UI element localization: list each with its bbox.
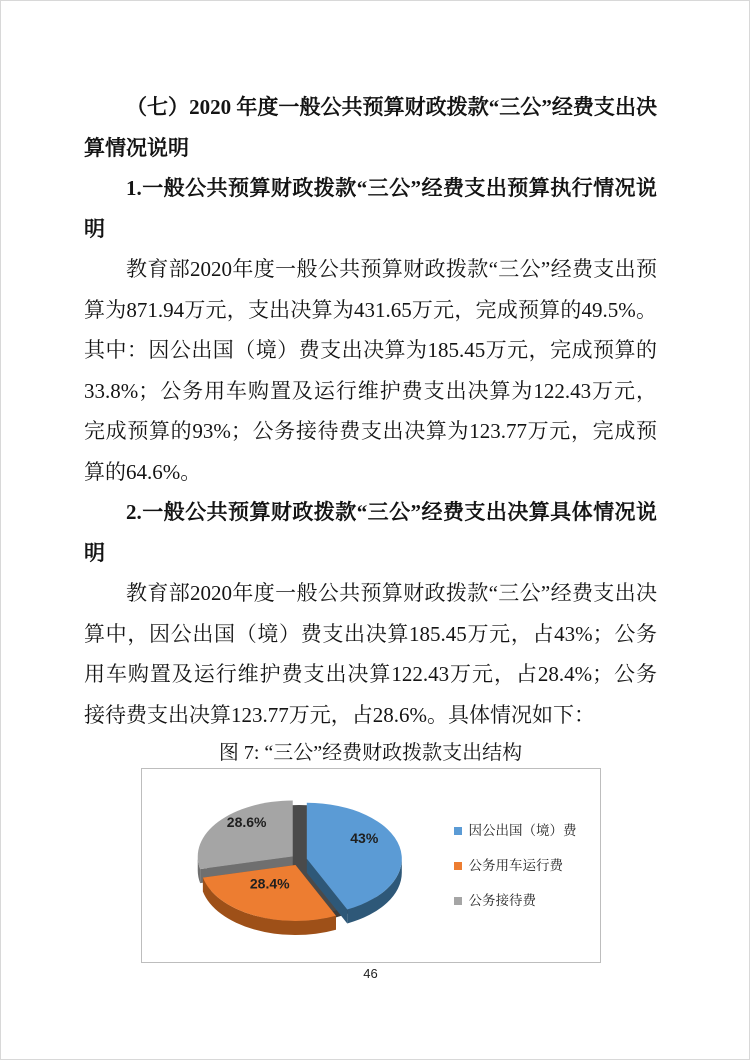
page-number: 46 <box>363 966 378 981</box>
document-content <box>84 87 657 982</box>
legend-swatch <box>454 862 462 870</box>
legend-swatch <box>454 897 462 905</box>
subsection-2-title: 2.一般公共预算财政拨款“三公”经费支出决算具体情况说明 <box>84 500 657 565</box>
subsection-1-paragraph: 教育部2020年度一般公共预算财政拨款“三公”经费支出预算为871.94万元，支出决算为431.65万元，完成预算的49.5%。其中：因公出国（境）费支出决算为185.45万元，完成预算的33.8%；公务用车购置及运行维护费支出决算为122.43万元，完成预算的93%；公务接待费支出决算为123.77万元，完成预算的64.6%。 <box>84 257 657 484</box>
legend-label: 公务用车运行费 <box>468 858 563 873</box>
figure-7-chart-frame <box>141 768 601 963</box>
pie-data-label: 43% <box>349 830 378 847</box>
pie-data-label: 28.4% <box>249 875 290 892</box>
legend-item <box>454 857 577 875</box>
legend-label: 因公出国（境）费 <box>468 823 577 838</box>
legend-item <box>454 822 577 840</box>
figure-7-caption: 图 7: “三公”经费财政拨款支出结构 <box>218 742 523 764</box>
section-7-heading: （七）2020 年度一般公共预算财政拨款“三公”经费支出决算情况说明 <box>84 95 657 160</box>
subsection-1-title: 1.一般公共预算财政拨款“三公”经费支出预算执行情况说明 <box>84 176 657 241</box>
pie-data-label: 28.6% <box>226 813 267 830</box>
legend-item <box>454 892 577 910</box>
legend-label: 公务接待费 <box>468 893 536 908</box>
legend-swatch <box>454 827 462 835</box>
subsection-2-paragraph: 教育部2020年度一般公共预算财政拨款“三公”经费支出决算中，因公出国（境）费支出决算185.45万元，占43%；公务用车购置及运行维护费支出决算122.43万元，占28.4%；公务接待费支出决算123.77万元，占28.6%。具体情况如下： <box>84 581 657 727</box>
chart-legend <box>454 822 577 927</box>
